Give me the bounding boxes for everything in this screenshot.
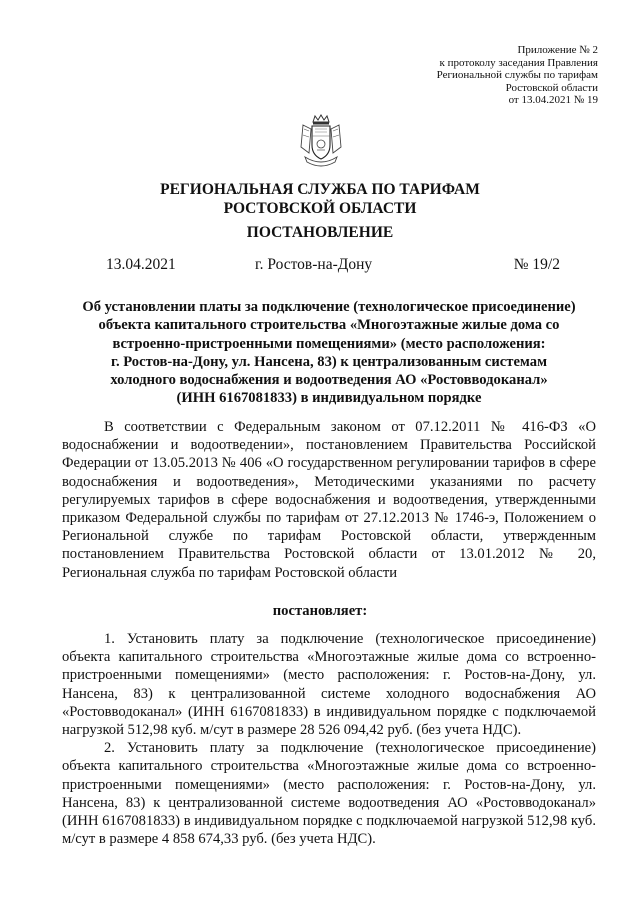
decree-items (62, 630, 596, 848)
document-city: г. Ростов-на-Дону (255, 256, 373, 273)
organization-name (0, 180, 640, 218)
annex-line: Ростовской области (505, 81, 598, 94)
decree-item: 1. Установить плату за подключение (технологическое присоединение) объекта капитального строительства «Многоэтажные жилые дома со встроенно-пристроенными помещениями» (место расположения: г. Ростов-на-Дону, ул. Нансена, 83) к централизованной системе холодного водоснабжения АО «Ростовводоканал» (ИНН 6167081833) в индивидуальном порядке с подключаемой нагрузкой 512,98 куб. м/сут в размере 28 526 094,42 руб. (без учета НДС). (62, 631, 596, 739)
annex-line: Региональной службы по тарифам (436, 69, 598, 82)
coat-of-arms-icon (297, 113, 345, 169)
document-number: № 19/2 (513, 256, 560, 273)
organization-line: РЕГИОНАЛЬНАЯ СЛУЖБА ПО ТАРИФАМ (160, 181, 480, 198)
document-type: ПОСТАНОВЛЕНИЕ (246, 224, 394, 241)
annex-line: Приложение № 2 (517, 44, 598, 56)
title-line: встроенно-пристроенными помещениями» (место расположения: (112, 335, 546, 352)
preamble-paragraph: В соответствии с Федеральным законом от 07.12.2011 № 416-ФЗ «О водоснабжении и водоотведении», постановлением Правительства Российской Федерации от 13.05.2013 № 406 «О государственном регулировании тарифов в сфере водоснабжения и водоотведения», Методическими указаниями по расчету регулируемых тарифов в сфере водоснабжения и водоотведения, утвержденными приказом Федеральной службы по тарифам от 27.12.2013 № 1746-э, Положением о Региональной службе по тарифам Ростовской области, утвержденным постановлением Правительства Ростовской области от 13.01.2012 № 20, Региональная служба по тарифам Ростовской области (62, 419, 596, 581)
title-line: объекта капитального строительства «Многоэтажные жилые дома со (98, 317, 560, 334)
annex-line: к протоколу заседания Правления (439, 56, 598, 69)
title-line: г. Ростов-на-Дону, ул. Нансена, 83) к централизованным системам (110, 353, 548, 370)
document-date: 13.04.2021 (106, 256, 176, 273)
title-line: (ИНН 6167081833) в индивидуальном порядке (176, 390, 482, 407)
organization-line: РОСТОВСКОЙ ОБЛАСТИ (223, 200, 417, 217)
preamble (62, 418, 596, 582)
document-title (62, 298, 596, 408)
annex-note (437, 44, 598, 107)
annex-line: от 13.04.2021 № 19 (508, 94, 598, 107)
decree-item: 2. Установить плату за подключение (технологическое присоединение) объекта капитального строительства «Многоэтажные жилые дома со встроенно-пристроенными помещениями» (место расположения: г. Ростов-на-Дону, ул. Нансена, 83) к централизованной системе водоотведения АО «Ростовводоканал» (ИНН 6167081833) в индивидуальном порядке с подключаемой нагрузкой 512,98 куб. м/сут в размере 4 858 674,33 руб. (без учета НДС). (62, 740, 596, 848)
decrees-heading: постановляет: (272, 603, 368, 619)
title-line: холодного водоснабжения и водоотведения АО «Ростовводоканал» (110, 372, 548, 389)
title-line: Об установлении платы за подключение (технологическое присоединение) (82, 299, 576, 315)
